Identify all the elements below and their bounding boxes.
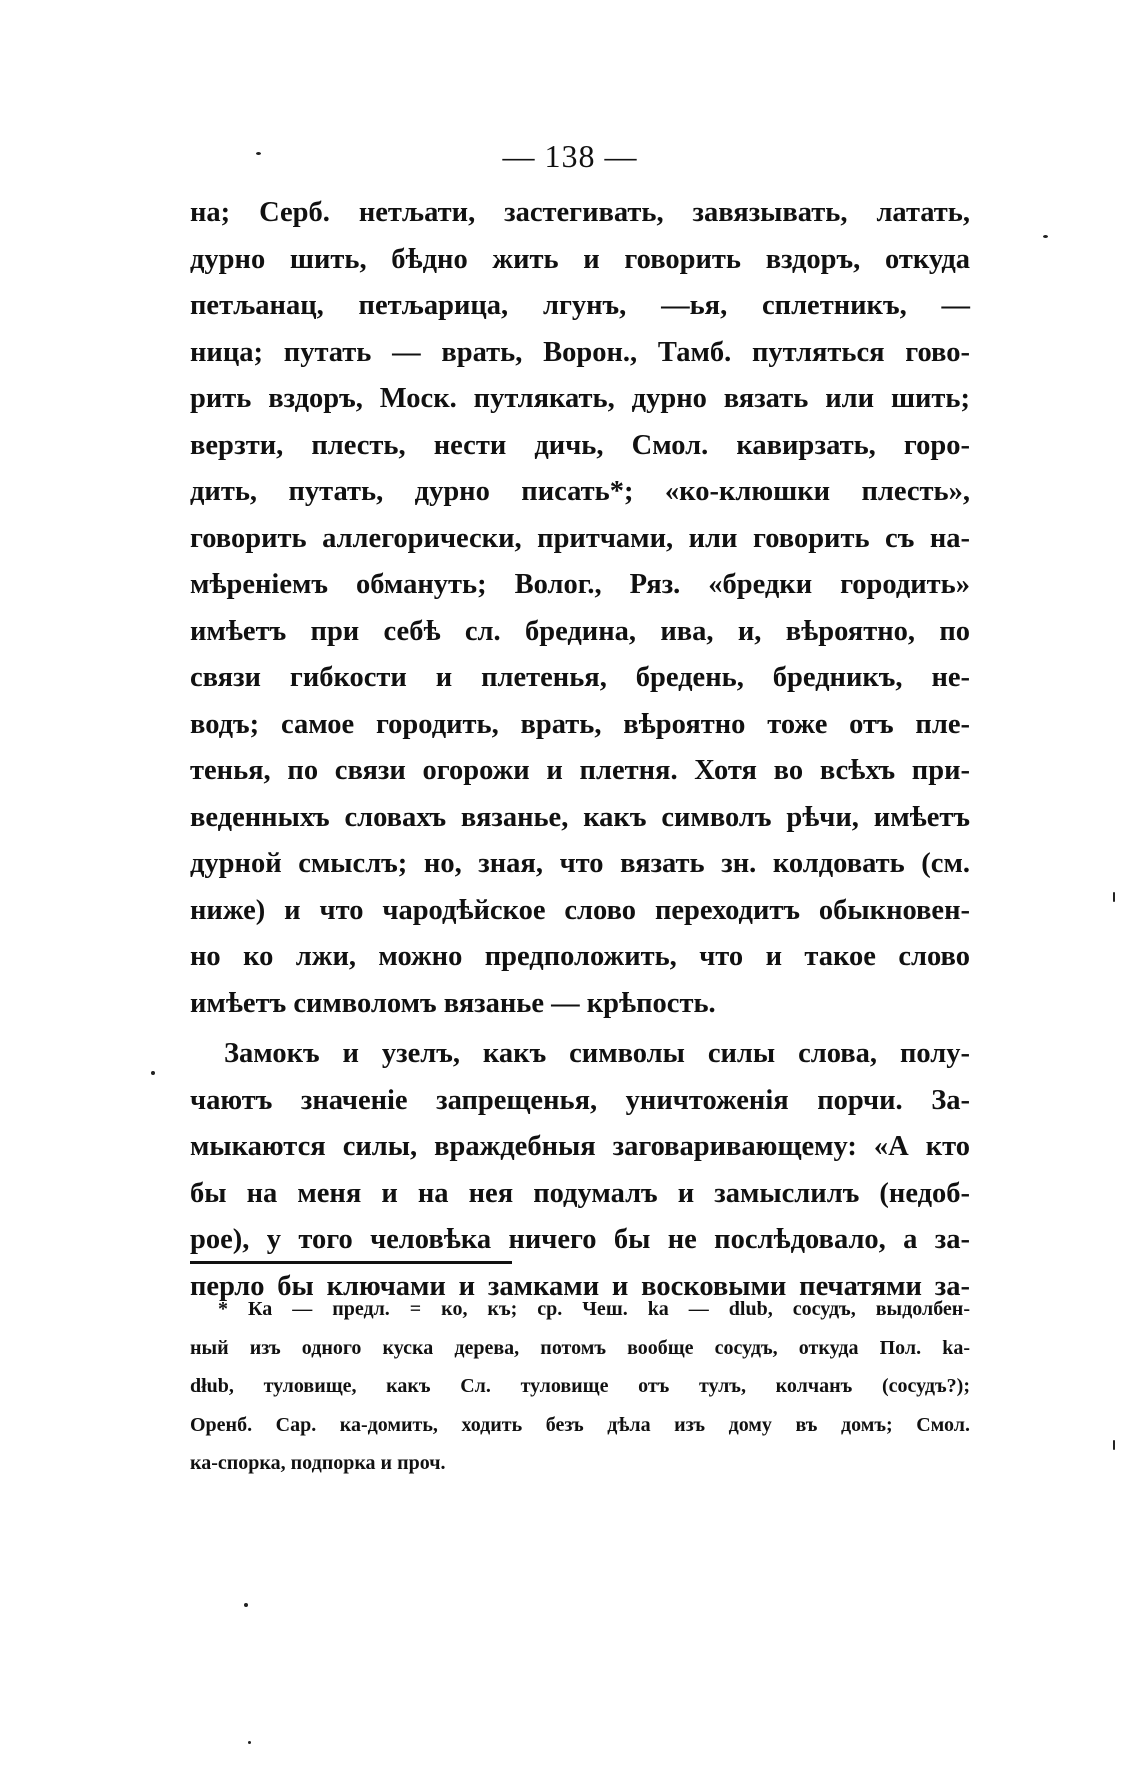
- print-speck: [1113, 892, 1115, 902]
- text-line: бы на меня и на нея подумалъ и замыслилъ (недоб-: [190, 1177, 970, 1209]
- footnote-line: ка-спорка, подпорка и проч.: [190, 1452, 446, 1474]
- footnote-line: Оренб. Сар. ка-домить, ходить безъ дѣла изъ дому въ домъ; Смол.: [190, 1413, 970, 1436]
- text-line: рить вздоръ, Моск. путлякать, дурно вязать или шить;: [190, 383, 970, 414]
- text-line: веденныхъ словахъ вязанье, какъ символъ рѣчи, имѣетъ: [190, 801, 970, 833]
- text-line: имѣетъ при себѣ сл. бредина, ива, и, вѣроятно, по: [190, 615, 970, 647]
- text-line: но ко лжи, можно предположить, что и такое слово: [190, 941, 970, 972]
- text-line: дурно шить, бѣдно жить и говорить вздоръ, откуда: [190, 243, 970, 275]
- footnote-line: * Ка — предл. = ко, къ; ср. Чеш. ka — dlub, сосудъ, выдолбен-: [218, 1298, 970, 1320]
- text-line: имѣетъ символомъ вязанье — крѣпость.: [190, 987, 716, 1019]
- text-line: говорить аллегорически, притчами, или говорить съ на-: [190, 522, 970, 554]
- text-line: мыкаются силы, враждебныя заговаривающему: «А кто: [190, 1131, 970, 1162]
- print-speck: [248, 1741, 251, 1744]
- text-line: мѣреніемъ обмануть; Волог., Ряз. «бредки городить»: [190, 569, 970, 600]
- print-speck: [1113, 1440, 1115, 1450]
- print-speck: [256, 152, 261, 155]
- print-speck: [1043, 235, 1048, 238]
- text-line: Замокъ и узелъ, какъ символы силы слова, полу-: [224, 1038, 970, 1069]
- text-line: чаютъ значеніе запрещенья, уничтоженія порчи. За-: [190, 1084, 970, 1116]
- text-line: связи гибкости и плетенья, бредень, бредникъ, не-: [190, 662, 970, 693]
- text-line: верзти, плесть, нести дичь, Смол. кавирзать, горо-: [190, 429, 970, 461]
- footnote-line: ный изъ одного куска дерева, потомъ вообще сосудъ, откуда Пол. ka-: [190, 1336, 970, 1359]
- text-line: дурной смыслъ; но, зная, что вязать зн. колдовать (см.: [190, 848, 970, 879]
- text-line: перло бы ключами и замками и восковыми печатями за-: [190, 1270, 970, 1302]
- print-speck: [151, 1071, 155, 1075]
- paragraph: [190, 1031, 970, 1310]
- text-line: ница; путать — врать, Ворон., Тамб. путляться гово-: [190, 336, 970, 368]
- text-line: дить, путать, дурно писать*; «ко-клюшки плесть»,: [190, 476, 970, 507]
- footnote: [190, 1290, 970, 1483]
- text-line: водъ; самое городить, врать, вѣроятно тоже отъ пле-: [190, 708, 970, 740]
- footnote-line: dłub, туловище, какъ Сл. туловище отъ тулъ, колчанъ (сосудъ?);: [190, 1375, 970, 1397]
- print-speck: [244, 1603, 248, 1607]
- text-line: ниже) и что чародѣйское слово переходитъ обыкновен-: [190, 894, 970, 926]
- text-line: на; Серб. нетљати, застегивать, завязывать, латать,: [190, 197, 970, 228]
- text-line: петљанац, петљарица, лгунъ, —ья, сплетникъ, —: [190, 290, 970, 321]
- text-line: рое), у того человѣка ничего бы не послѣдовало, а за-: [190, 1224, 970, 1255]
- text-line: тенья, по связи огорожи и плетня. Хотя во всѣхъ при-: [190, 755, 970, 786]
- main-text: [190, 190, 970, 1310]
- page-number: — 138 —: [502, 138, 638, 174]
- footnote-separator: [190, 1261, 512, 1264]
